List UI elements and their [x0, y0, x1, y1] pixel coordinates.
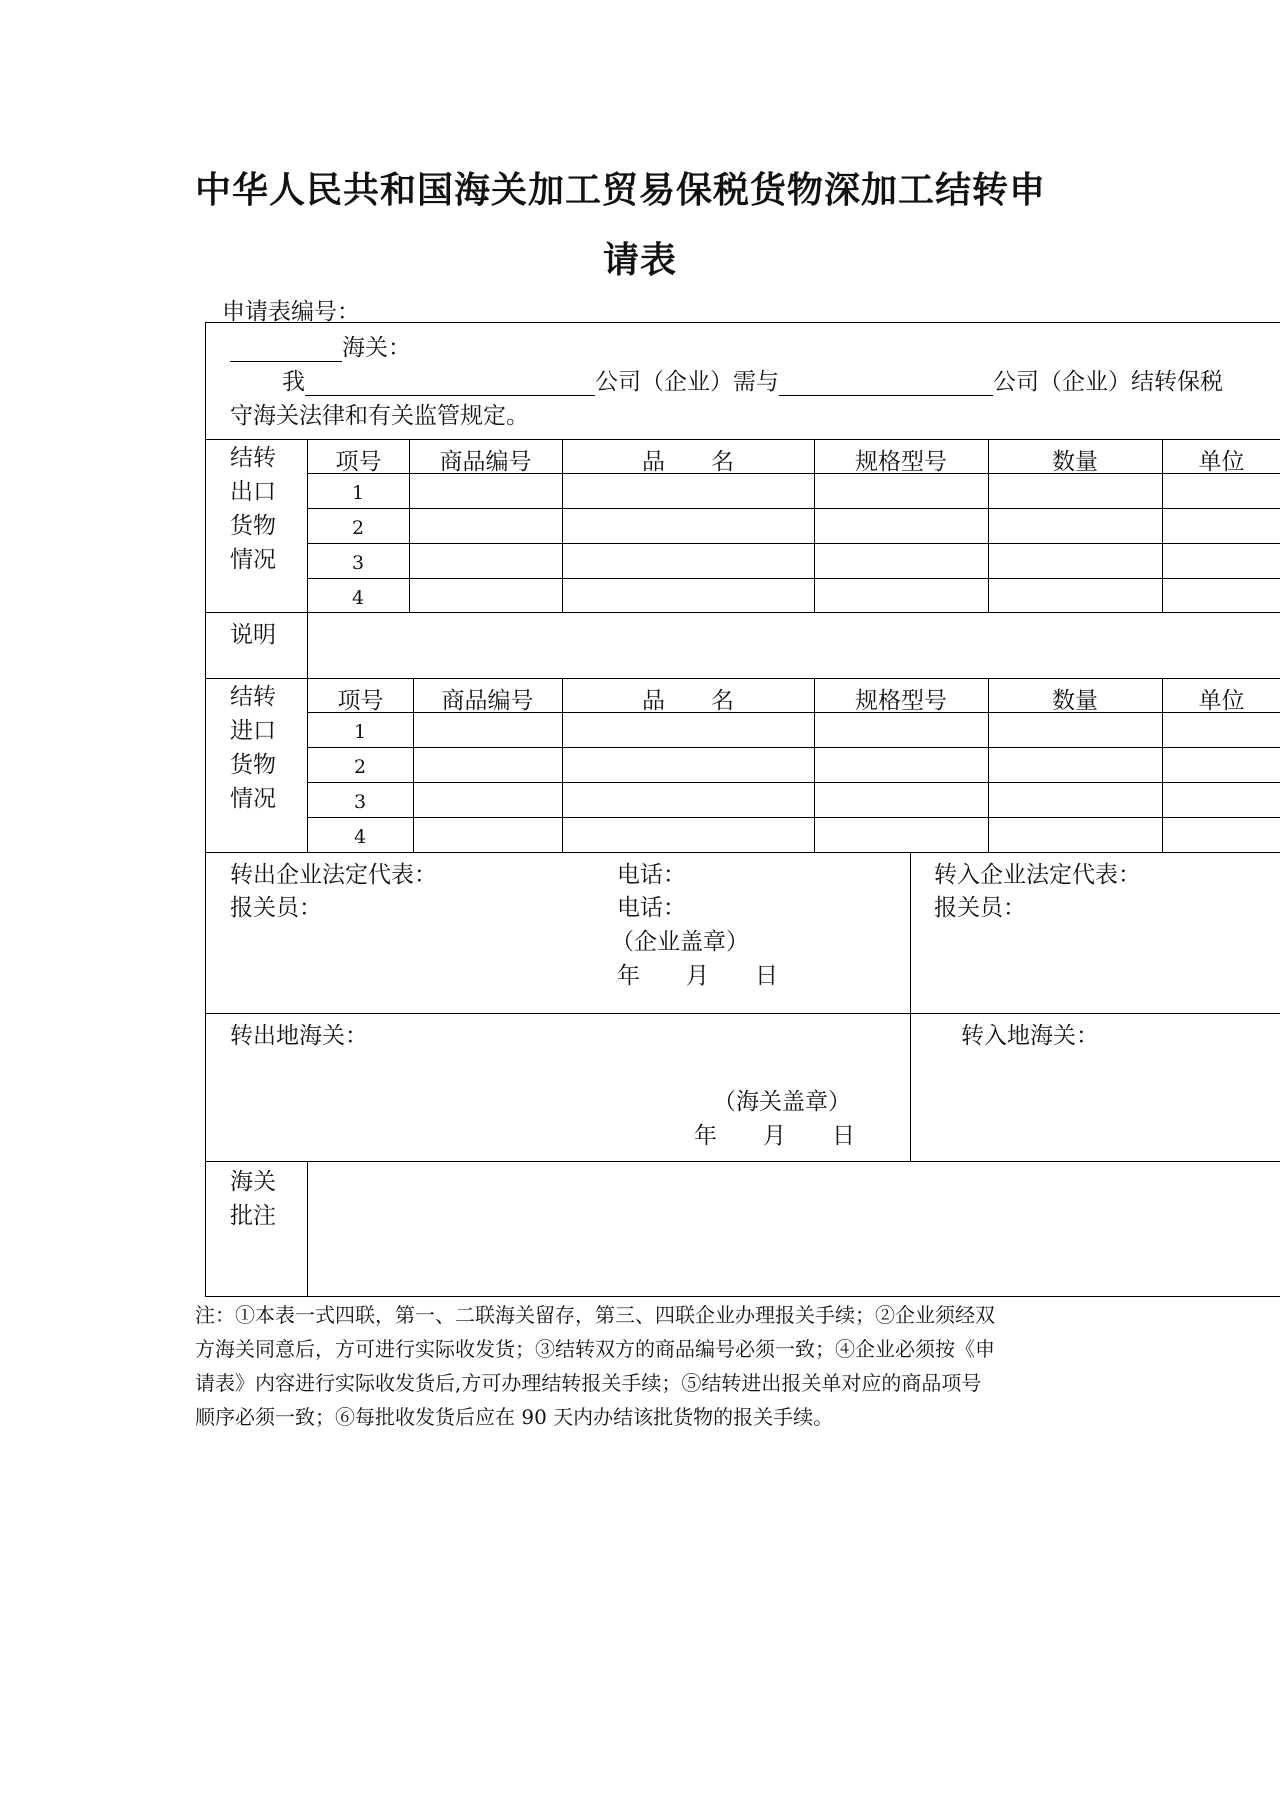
import-broker-label: 报关员： — [934, 895, 1026, 921]
document-title-line1: 中华人民共和国海关加工贸易保税货物深加工结转申 — [195, 170, 1047, 211]
import-goods-label: 结转 进口 货物 情况 — [230, 684, 276, 812]
customs-date: 年 月 日 — [694, 1123, 855, 1149]
export-col-hs-code: 商品编号 — [439, 449, 532, 475]
company-b-blank[interactable] — [779, 373, 993, 396]
customs-approval-label: 海关 批注 — [230, 1169, 276, 1229]
export-col-unit: 单位 — [1198, 449, 1245, 475]
export-row-index: 2 — [351, 517, 365, 539]
import-col-spec: 规格型号 — [855, 688, 947, 714]
customs-name-blank[interactable] — [230, 339, 342, 362]
note-line: 请表》内容进行实际收发货后,方可办理结转报关手续；⑤结转进出报关单对应的商品项号 — [195, 1371, 982, 1395]
application-number-label: 申请表编号： — [222, 299, 360, 325]
we-label: 我 — [282, 369, 305, 395]
phone-label-1: 电话： — [617, 862, 686, 888]
import-col-quantity: 数量 — [1052, 688, 1098, 714]
note-line: 方海关同意后，方可进行实际收发货；③结转双方的商品编号必须一致；④企业必须按《申 — [195, 1337, 995, 1361]
customs-line — [230, 329, 411, 362]
customs-approval-field[interactable] — [309, 1163, 1279, 1293]
compliance-text: 守海关法律和有关监管规定。 — [230, 403, 529, 429]
company-seal-label: （企业盖章） — [611, 929, 749, 955]
import-customs-label: 转入地海关： — [961, 1023, 1099, 1049]
import-row-index: 1 — [353, 721, 367, 743]
remarks-label: 说明 — [230, 622, 276, 648]
phone-label-2: 电话： — [617, 895, 686, 921]
note-line: 注：①本表一式四联，第一、二联海关留存，第三、四联企业办理报关手续；②企业须经双 — [195, 1303, 995, 1327]
export-row-index: 3 — [351, 552, 365, 574]
export-broker-label: 报关员： — [230, 895, 322, 921]
import-col-hs-code: 商品编号 — [441, 688, 534, 714]
customs-seal-label: （海关盖章） — [713, 1089, 851, 1115]
import-row-index: 4 — [353, 826, 367, 848]
application-form — [205, 322, 1280, 1297]
export-col-product-name: 品 名 — [642, 449, 734, 475]
import-row-index: 3 — [353, 791, 367, 813]
export-customs-label: 转出地海关： — [230, 1023, 368, 1049]
import-row-index: 2 — [353, 756, 367, 778]
document-title-line2: 请表 — [602, 240, 677, 281]
customs-label: 海关： — [342, 335, 411, 361]
import-legal-rep-label: 转入企业法定代表： — [934, 862, 1141, 888]
company-a-blank[interactable] — [305, 373, 595, 396]
form-notes — [195, 1298, 1095, 1434]
export-row-index: 1 — [351, 482, 365, 504]
export-goods-label: 结转 出口 货物 情况 — [230, 445, 276, 573]
export-legal-rep-label: 转出企业法定代表： — [230, 862, 437, 888]
company-need-label: 公司（企业）需与 — [595, 369, 779, 395]
export-row-index: 4 — [351, 587, 365, 609]
export-col-spec: 规格型号 — [855, 449, 947, 475]
company-transfer-label: 公司（企业）结转保税 — [993, 369, 1223, 395]
signature-date: 年 月 日 — [617, 963, 778, 989]
import-col-product-name: 品 名 — [642, 688, 734, 714]
note-line: 顺序必须一致；⑥每批收发货后应在 90 天内办结该批货物的报关手续。 — [195, 1405, 834, 1429]
remarks-field[interactable] — [309, 614, 1279, 676]
export-col-item-no: 项号 — [335, 449, 382, 475]
import-col-unit: 单位 — [1198, 688, 1245, 714]
statement-line — [282, 363, 1223, 396]
export-col-quantity: 数量 — [1052, 449, 1098, 475]
import-col-item-no: 项号 — [337, 688, 384, 714]
